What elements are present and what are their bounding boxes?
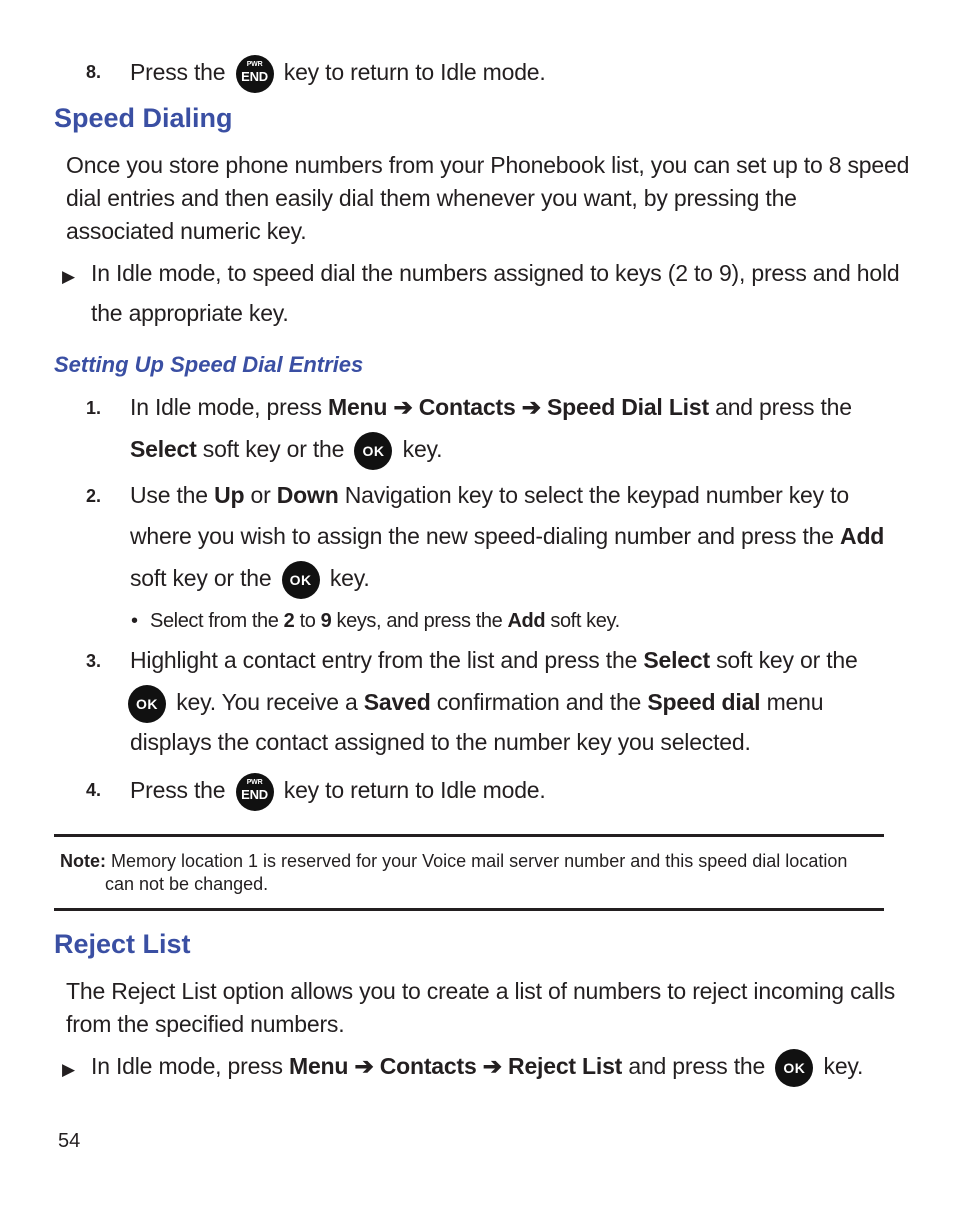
- step-8-post: key to return to Idle mode.: [283, 59, 546, 86]
- text: key to return to Idle mode.: [283, 777, 546, 804]
- contacts-label: Contacts: [418, 394, 516, 420]
- key-9-label: 9: [320, 610, 332, 632]
- speed-dial-list-label: Speed Dial List: [547, 394, 709, 420]
- ok-key-icon: OK: [128, 685, 166, 723]
- menu-label: Menu: [289, 1053, 349, 1080]
- text: key.: [329, 565, 370, 592]
- step-number: 2.: [86, 486, 102, 506]
- step-1-line: [130, 391, 852, 424]
- arrow-icon: ➔: [354, 1053, 374, 1080]
- text: Use the: [130, 482, 215, 508]
- pwr-end-key-icon: PWR END: [236, 55, 274, 93]
- text: soft key or the: [709, 647, 858, 673]
- step-3-line: [130, 644, 858, 677]
- step-2-line: [130, 520, 884, 553]
- note-top-rule: [54, 834, 884, 837]
- ok-key-icon: OK: [282, 561, 320, 599]
- key-2-label: 2: [283, 610, 295, 632]
- text: In Idle mode, press: [91, 1053, 289, 1080]
- speed-dialing-para-line: associated numeric key.: [66, 218, 307, 244]
- step-3-line: displays the contact assigned to the number key you selected.: [130, 729, 751, 755]
- reject-list-label: Reject List: [508, 1053, 623, 1080]
- text: soft key or the: [196, 436, 345, 463]
- step-8-pre: Press the: [130, 59, 226, 86]
- saved-label: Saved: [363, 689, 431, 716]
- step-4-text: [130, 773, 546, 811]
- select-label: Select: [643, 647, 710, 673]
- speed-dialing-para-line: Once you store phone numbers from your Phonebook list, you can set up to 8 speed: [66, 152, 910, 178]
- arrow-icon: ➔: [393, 394, 413, 420]
- sub-bullet-icon: •: [131, 610, 138, 632]
- text: key.: [402, 436, 443, 463]
- text: Press the: [130, 777, 226, 804]
- step-2-line: [130, 561, 370, 599]
- note-line-1: [60, 850, 847, 873]
- select-label: Select: [130, 436, 197, 463]
- triangle-bullet-icon: ▶: [62, 267, 76, 286]
- text: or: [244, 482, 277, 508]
- text: to: [294, 610, 321, 632]
- note-text: Memory location 1 is reserved for your Voice mail server number and this speed dial location: [106, 851, 848, 871]
- note-label: Note:: [60, 851, 106, 871]
- text: Navigation key to select the keypad number key to: [338, 482, 849, 508]
- down-label: Down: [276, 482, 339, 508]
- arrow-icon: ➔: [521, 394, 541, 420]
- speed-dialing-heading: Speed Dialing: [54, 103, 233, 133]
- reject-list-para-line: The Reject List option allows you to create a list of numbers to reject incoming calls: [66, 978, 896, 1004]
- contacts-label: Contacts: [379, 1053, 477, 1080]
- page-number: 54: [58, 1130, 81, 1152]
- text: menu: [760, 689, 824, 716]
- add-label: Add: [507, 610, 546, 632]
- add-label: Add: [840, 523, 885, 549]
- text: and press the: [708, 394, 852, 420]
- step-3-line: [128, 685, 823, 723]
- step-1-line: [130, 432, 442, 470]
- step-number: 8.: [86, 62, 102, 82]
- arrow-icon: ➔: [482, 1053, 502, 1080]
- text: soft key or the: [130, 565, 272, 592]
- note-bottom-rule: [54, 908, 884, 911]
- text: In Idle mode, press: [130, 394, 328, 420]
- text: Highlight a contact entry from the list and press the: [130, 647, 644, 673]
- note-line-2: can not be changed.: [105, 874, 269, 894]
- text: soft key.: [545, 610, 620, 632]
- speed-dial-bullet-line: In Idle mode, to speed dial the numbers assigned to keys (2 to 9), press and hold: [91, 260, 900, 286]
- step-number: 3.: [86, 651, 102, 671]
- text: Select from the: [150, 610, 284, 632]
- step-number: 4.: [86, 780, 102, 800]
- speed-dial-label: Speed dial: [647, 689, 761, 716]
- ok-key-icon: OK: [775, 1049, 813, 1087]
- speed-dial-bullet-line: the appropriate key.: [91, 300, 289, 326]
- reject-list-bullet: [91, 1049, 863, 1087]
- up-label: Up: [214, 482, 245, 508]
- ok-key-icon: OK: [354, 432, 392, 470]
- step-2-sub-bullet: [150, 607, 620, 635]
- pwr-end-key-icon: PWR END: [236, 773, 274, 811]
- reject-list-para-line: from the specified numbers.: [66, 1011, 345, 1037]
- step-number: 1.: [86, 398, 102, 418]
- speed-dialing-para-line: dial entries and then easily dial them whenever you want, by pressing the: [66, 185, 797, 211]
- setting-up-heading: Setting Up Speed Dial Entries: [54, 352, 364, 377]
- text: key.: [823, 1053, 864, 1080]
- reject-list-heading: Reject List: [54, 929, 191, 959]
- step-8-text: [130, 55, 546, 93]
- text: key. You receive a: [176, 689, 364, 716]
- triangle-bullet-icon: ▶: [62, 1060, 76, 1079]
- text: keys, and press the: [331, 610, 508, 632]
- text: where you wish to assign the new speed-dialing number and press the: [130, 523, 841, 549]
- text: confirmation and the: [430, 689, 648, 716]
- text: and press the: [622, 1053, 766, 1080]
- step-2-line: [130, 479, 849, 512]
- menu-label: Menu: [328, 394, 388, 420]
